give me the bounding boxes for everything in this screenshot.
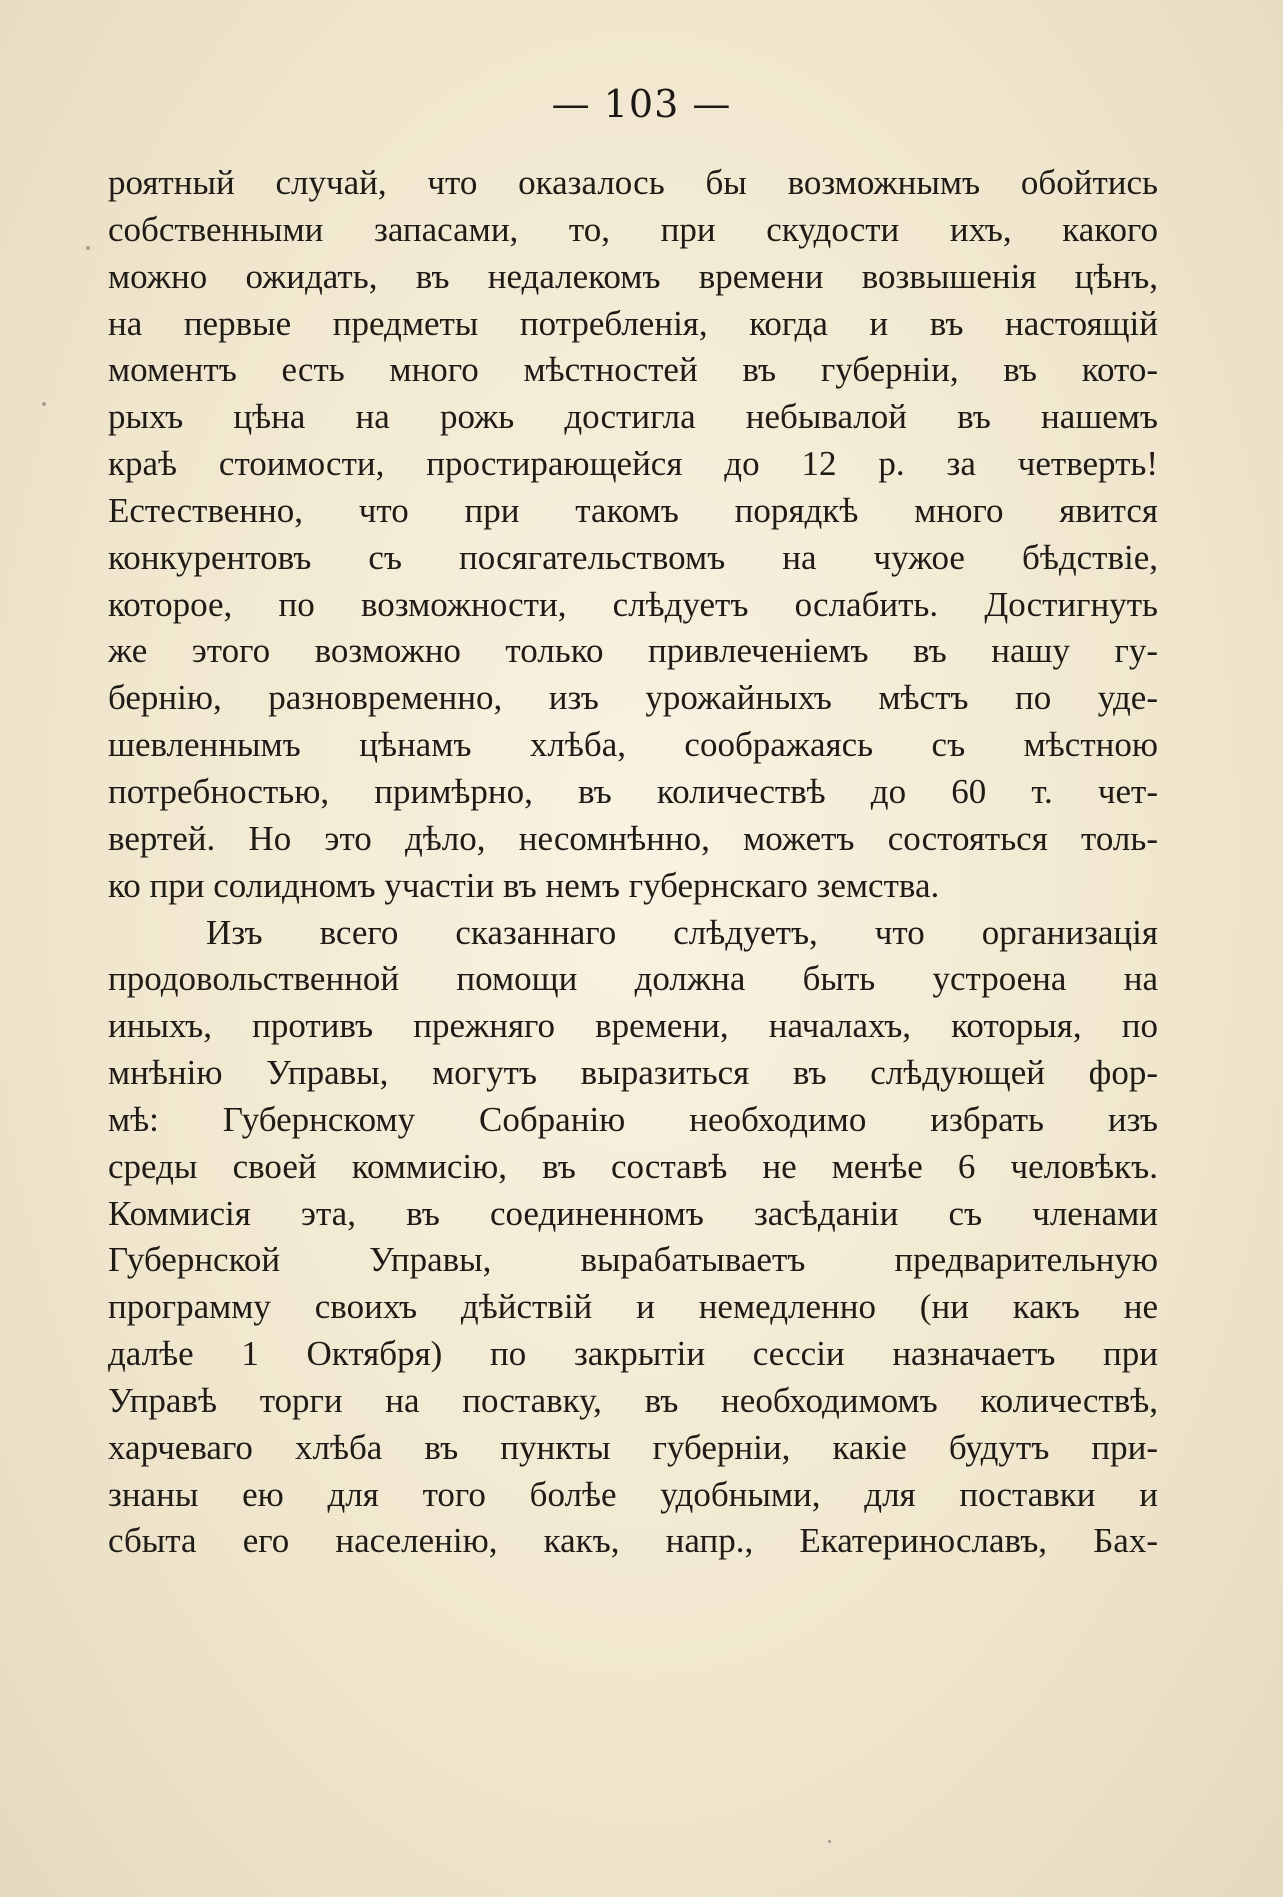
text-line: же этого возможно только привлеченіемъ въ нашу гу- — [108, 631, 1158, 671]
text-line: Изъ всего сказаннаго слѣдуетъ, что организація — [206, 912, 1158, 952]
paper-speck — [86, 246, 90, 250]
text-line: среды своей коммисію, въ составѣ не менѣе 6 человѣкъ. — [108, 1146, 1158, 1186]
text-line: иныхъ, противъ прежняго времени, началахъ, которыя, по — [108, 1006, 1158, 1046]
text-line: мѣ: Губернскому Собранію необходимо избрать изъ — [108, 1099, 1158, 1139]
text-line: далѣе 1 Октября) по закрытіи сессіи назначаетъ при — [108, 1334, 1158, 1374]
body-text — [108, 160, 1158, 1565]
text-line: рыхъ цѣна на рожь достигла небывалой въ нашемъ — [108, 397, 1158, 437]
text-line: программу своихъ дѣйствій и немедленно (ни какъ не — [108, 1287, 1158, 1327]
text-line: Губернской Управы, вырабатываетъ предварительную — [108, 1240, 1158, 1280]
page-number: — 103 — — [551, 82, 732, 126]
text-line: продовольственной помощи должна быть устроена на — [108, 959, 1158, 999]
text-line: Естественно, что при такомъ порядкѣ много явится — [108, 490, 1158, 530]
text-line: Коммисія эта, въ соединенномъ засѣданіи съ членами — [108, 1193, 1158, 1233]
text-line: моментъ есть много мѣстностей въ губерніи, въ кото- — [108, 350, 1158, 390]
paper-speck — [42, 402, 46, 406]
text-line: на первые предметы потребленія, когда и въ настоящій — [108, 303, 1158, 343]
text-line: шевленнымъ цѣнамъ хлѣба, соображаясь съ мѣстною — [108, 725, 1158, 765]
text-line: знаны ею для того болѣе удобными, для поставки и — [108, 1474, 1158, 1514]
text-line: сбыта его населенію, какъ, напр., Екатеринославъ, Бах- — [108, 1521, 1158, 1561]
text-line: можно ожидать, въ недалекомъ времени возвышенія цѣнъ, — [108, 256, 1158, 296]
text-line: Управѣ торги на поставку, въ необходимомъ количествѣ, — [108, 1380, 1158, 1420]
text-line: конкурентовъ съ посягательствомъ на чужое бѣдствіе, — [108, 537, 1158, 577]
text-line: мнѣнію Управы, могутъ выразиться въ слѣдующей фор- — [108, 1053, 1158, 1093]
text-line: харчеваго хлѣба въ пункты губерніи, какіе будутъ при- — [108, 1427, 1158, 1467]
text-line: бернію, разновременно, изъ урожайныхъ мѣстъ по уде- — [108, 678, 1158, 718]
text-line: ко при солидномъ участіи въ немъ губернскаго земства. — [108, 865, 940, 905]
paper-speck — [828, 1840, 831, 1843]
text-line: которое, по возможности, слѣдуетъ ослабить. Достигнуть — [108, 584, 1158, 624]
text-line: потребностью, примѣрно, въ количествѣ до 60 т. чет- — [108, 771, 1158, 811]
text-line: вертей. Но это дѣло, несомнѣнно, можетъ состояться толь- — [108, 818, 1158, 858]
text-line: собственными запасами, то, при скудости ихъ, какого — [108, 209, 1158, 249]
text-line: краѣ стоимости, простирающейся до 12 р. за четверть! — [108, 444, 1158, 484]
text-line: роятный случай, что оказалось бы возможнымъ обойтись — [108, 163, 1158, 202]
